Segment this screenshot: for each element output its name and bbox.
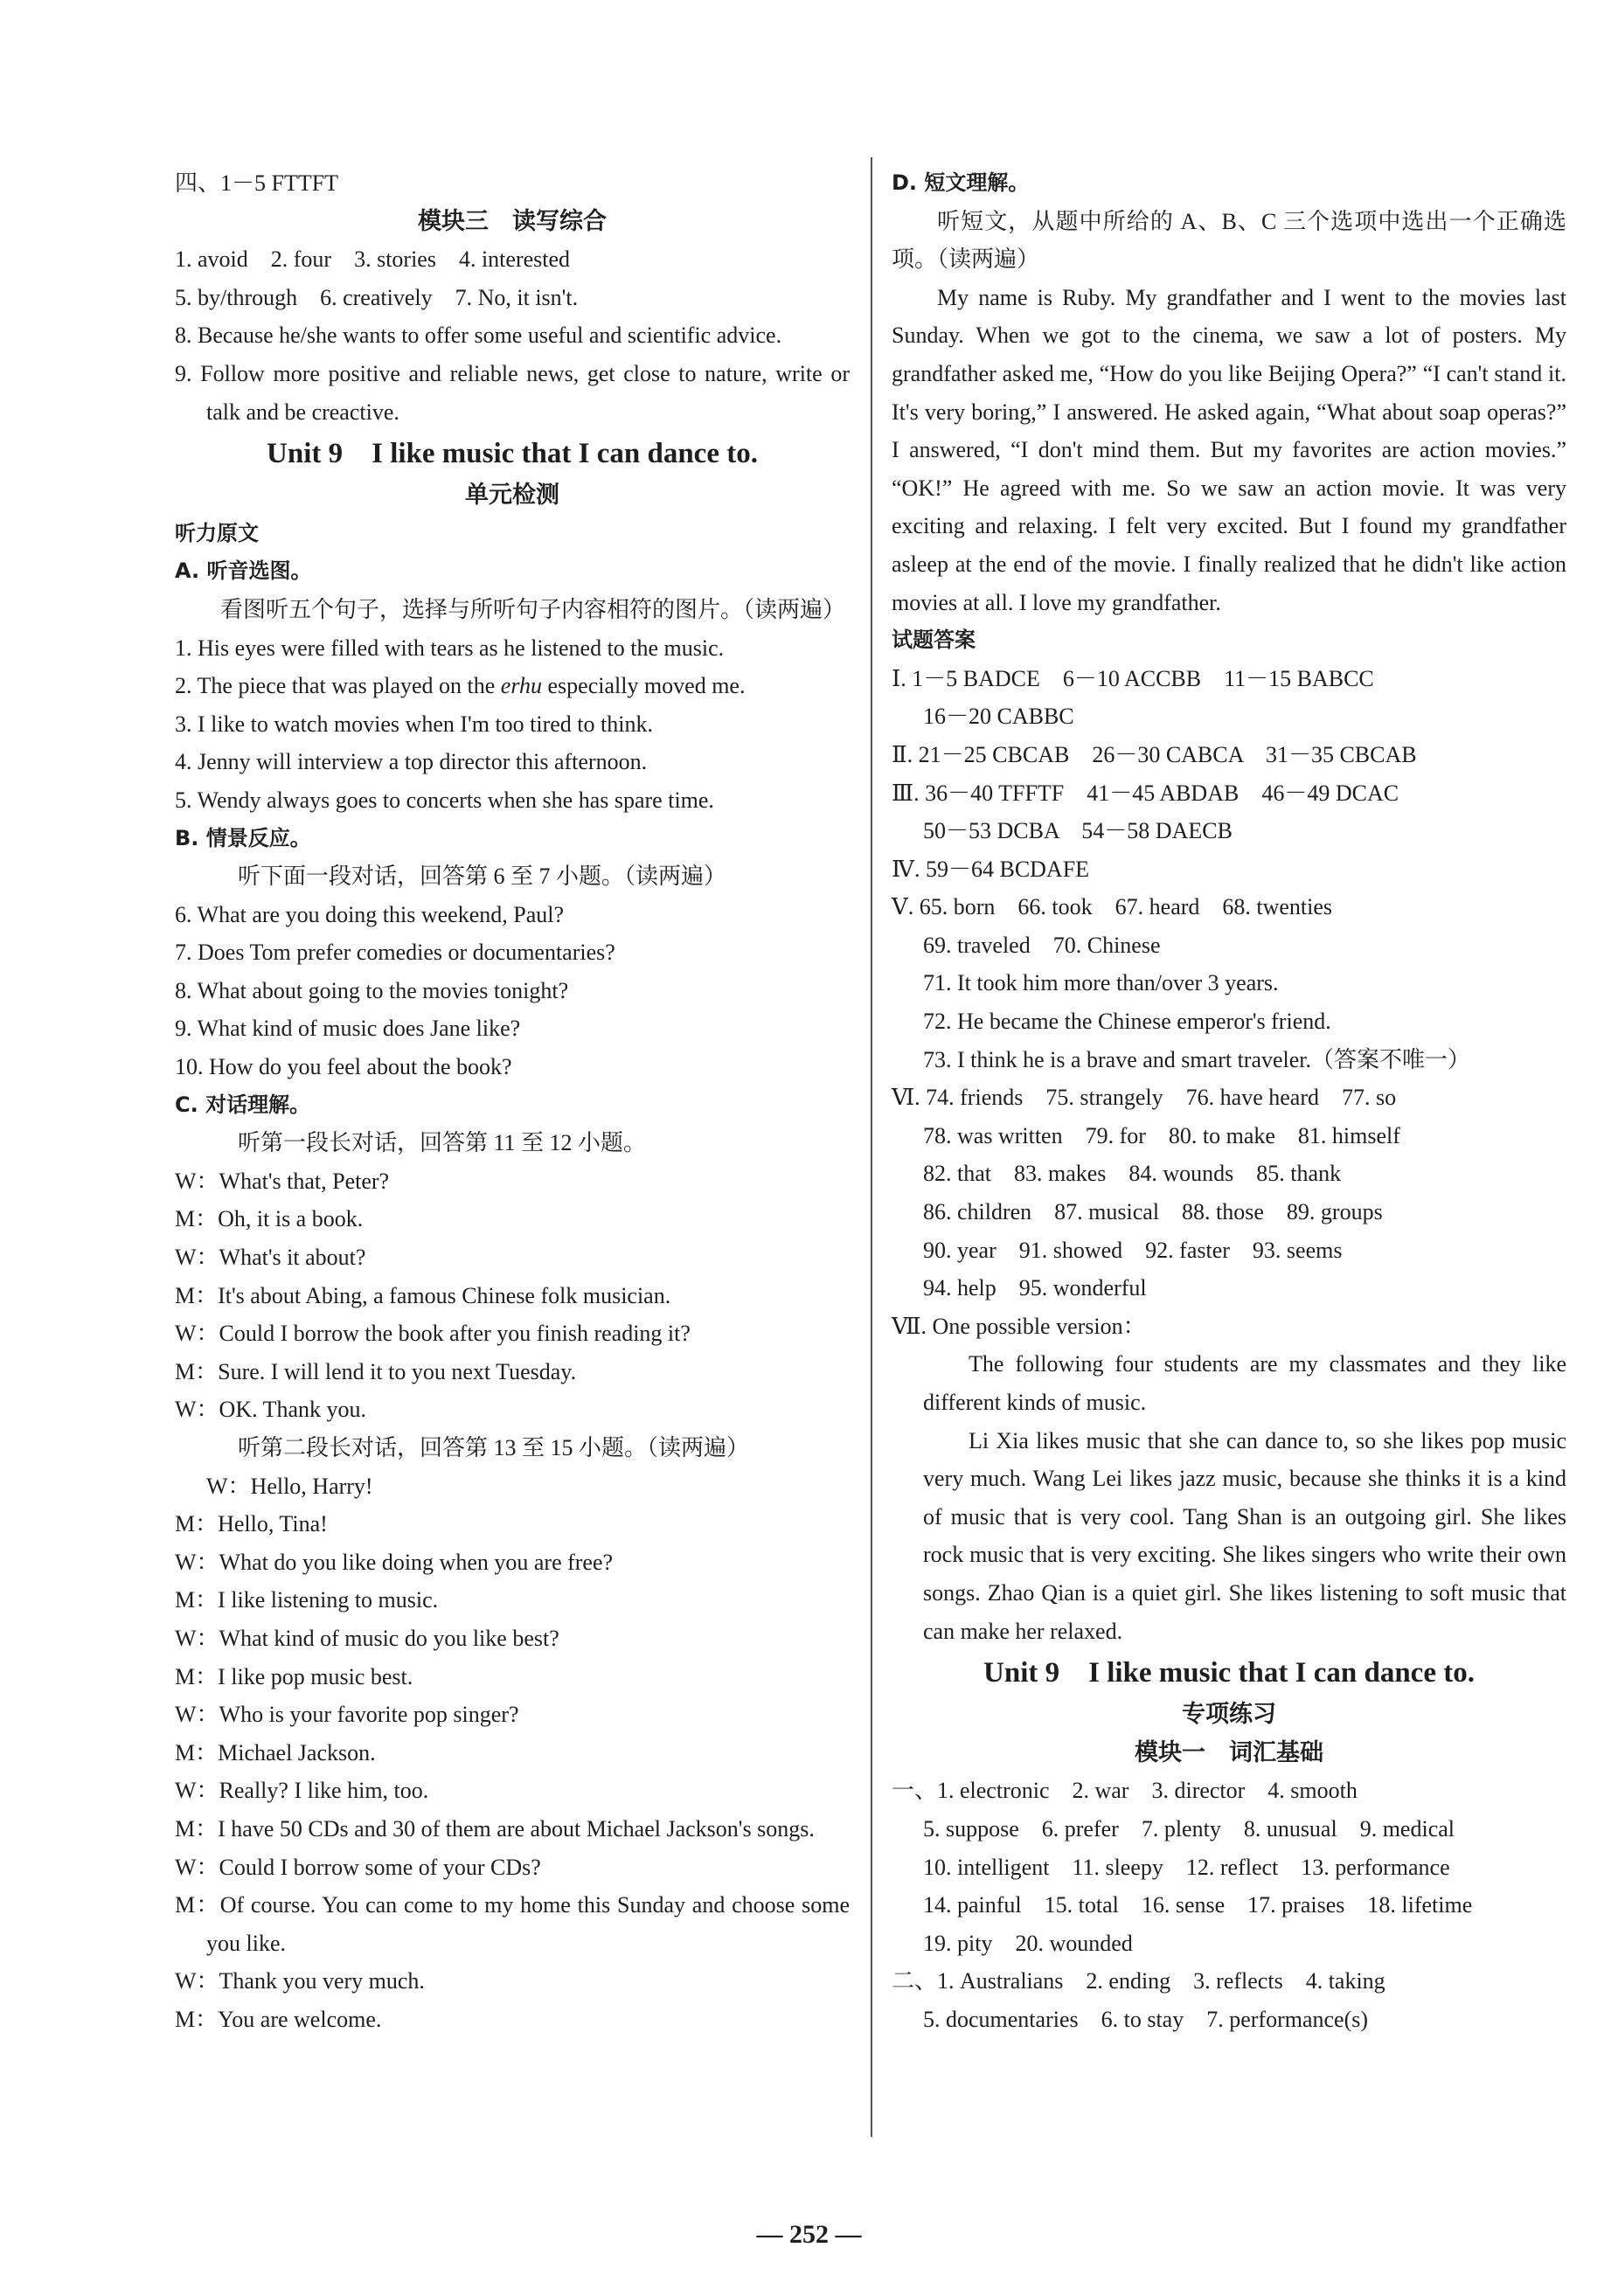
dialogue-line: W：OK. Thank you. <box>175 1397 367 1423</box>
dialogue-line: W：Could I borrow the book after you finish reading it? <box>175 1321 691 1347</box>
listening-script-title: 听力原文 <box>175 520 259 545</box>
answer-line: 1. avoid 2. four 3. stories 4. interested <box>175 246 571 273</box>
right-column <box>892 164 1566 2039</box>
vocab-line: 19. pity 20. wounded <box>923 1930 1133 1956</box>
dialogue-line: M：I like pop music best. <box>175 1663 413 1689</box>
unit-title: Unit 9 I like music that I can dance to. <box>983 1657 1475 1689</box>
answer-line: Ⅱ. 21－25 CBCAB 26－30 CABCA 31－35 CBCAB <box>892 741 1417 767</box>
question-line: 10. How do you feel about the book? <box>175 1054 512 1080</box>
answer-line: 71. It took him more than/over 3 years. <box>923 970 1279 996</box>
part-d-title: D. 短文理解。 <box>892 170 1030 195</box>
vocab-line: 5. suppose 6. prefer 7. plenty 8. unusual 9. medical <box>923 1815 1455 1842</box>
dialogue-line: W：What kind of music do you like best? <box>175 1625 559 1651</box>
part-c-instructions: 听第一段长对话，回答第 11 至 12 小题。 <box>238 1130 647 1156</box>
answer-line: Ⅳ. 59－64 BCDAFE <box>892 856 1090 882</box>
answer-line: Ⅵ. 74. friends 75. strangely 76. have heard 77. so <box>892 1085 1397 1111</box>
answer-line: 69. traveled 70. Chinese <box>923 932 1161 958</box>
part-c-title: C. 对话理解。 <box>175 1092 311 1117</box>
dialogue-line: M：Hello, Tina! <box>175 1511 328 1537</box>
answer-line: 86. children 87. musical 88. those 89. groups <box>923 1199 1383 1225</box>
dialogue-line: M：Of course. You can come to my home this Sunday and choose some you like. <box>175 1892 850 1956</box>
question-line: 7. Does Tom prefer comedies or documentaries? <box>175 940 615 966</box>
sentence-line <box>175 667 850 705</box>
answer-line: Ⅲ. 36－40 TFFTF 41－45 ABDAB 46－49 DCAC <box>892 780 1399 806</box>
answer-line: 78. was written 79. for 80. to make 81. himself <box>923 1122 1400 1148</box>
sentence-line: 1. His eyes were filled with tears as he listened to the music. <box>175 635 725 661</box>
answer-line: Ⅴ. 65. born 66. took 67. heard 68. twenties <box>892 894 1333 920</box>
question-line: 6. What are you doing this weekend, Paul? <box>175 901 565 927</box>
answers-title: 试题答案 <box>892 628 976 653</box>
dialogue-line: W：Who is your favorite pop singer? <box>175 1702 519 1728</box>
answer-line: 94. help 95. wonderful <box>923 1275 1147 1301</box>
sentence-part: especially moved me. <box>542 673 746 699</box>
sentence-italic-word: erhu <box>500 673 542 699</box>
dialogue-line: W：Could I borrow some of your CDs? <box>175 1854 541 1880</box>
section-heading: 专项练习 <box>1182 1701 1276 1728</box>
essay-paragraph: Li Xia likes music that she can dance to, so she likes pop music very much. Wang Lei likes jazz music, because she thinks it is a kind of music that is very cool. Tang Shan is an outgoing girl. She likes rock music that is very exciting. She likes singers who write their own songs. Zhao Qian is a quiet girl. She likes listening to soft music that can make her relaxed. <box>923 1427 1566 1644</box>
dialogue-line: W：What's it about? <box>175 1245 366 1271</box>
sentence-line: 3. I like to watch movies when I'm too tired to think. <box>175 711 653 737</box>
part-a-title: A. 听音选图。 <box>175 558 312 584</box>
passage-text: My name is Ruby. My grandfather and I went to the movies last Sunday. When we got to the cinema, we saw a lot of posters. My grandfather asked me, “How do you like Beijing Opera?” “I can't stand it. It's very boring,” I answered. He asked again, “What about soap operas?” I answered, “I don't mind them. But my favorites are action movies.” “OK!” He agreed with me. So we saw an action movie. It was very exciting and relaxing. I felt very excited. But I found my grandfather asleep at the end of the movie. I finally realized that he didn't like action movies at all. I love my grandfather. <box>892 284 1566 615</box>
dialogue-line: M：It's about Abing, a famous Chinese folk musician. <box>175 1282 671 1308</box>
answer-line: Ⅶ. One possible version： <box>892 1313 1146 1339</box>
question-line: 8. What about going to the movies tonight? <box>175 977 569 1003</box>
answer-line: 90. year 91. showed 92. faster 93. seems <box>923 1237 1343 1263</box>
essay-paragraph: The following four students are my classmates and they like different kinds of music. <box>923 1351 1566 1415</box>
page-number: — 252 — <box>756 2220 862 2249</box>
part-d-instructions: 听短文，从题中所给的 A、B、C 三个选项中选出一个正确选项。（读两遍） <box>892 208 1566 273</box>
unit-title: Unit 9 I like music that I can dance to. <box>267 438 758 470</box>
dialogue-line: M：Sure. I will lend it to you next Tuesday. <box>175 1358 577 1384</box>
vocab-line: 二、1. Australians 2. ending 3. reflects 4. taking <box>892 1968 1385 1994</box>
answer-line: 9. Follow more positive and reliable news, get close to nature, write or talk and be creactive. <box>175 360 850 425</box>
left-column <box>175 164 850 2039</box>
dialogue-line: M：You are welcome. <box>175 2006 382 2032</box>
answer-line: 73. I think he is a brave and smart traveler.（答案不唯一） <box>923 1046 1471 1072</box>
sentence-line: 4. Jenny will interview a top director this afternoon. <box>175 749 648 775</box>
vocab-line: 10. intelligent 11. sleepy 12. reflect 13. performance <box>923 1854 1450 1880</box>
vocab-line: 14. painful 15. total 16. sense 17. praises 18. lifetime <box>923 1892 1473 1918</box>
part-b-title: B. 情景反应。 <box>175 825 311 850</box>
sentence-part: 2. The piece that was played on the <box>175 673 501 699</box>
vocab-line: 5. documentaries 6. to stay 7. performance(s) <box>923 2006 1369 2032</box>
dialogue-line: W：Really? I like him, too. <box>175 1778 429 1804</box>
question-line: 9. What kind of music does Jane like? <box>175 1016 521 1042</box>
answer-line: Ⅰ. 1－5 BADCE 6－10 ACCBB 11－15 BABCC <box>892 665 1374 691</box>
answer-line: 50－53 DCBA 54－58 DAECB <box>923 818 1233 844</box>
part-b-instructions: 听下面一段对话，回答第 6 至 7 小题。（读两遍） <box>238 864 727 890</box>
sentence-line: 5. Wendy always goes to concerts when she has spare time. <box>175 787 714 813</box>
dialogue-line: M：Michael Jackson. <box>175 1739 376 1765</box>
dialogue-line: W：Hello, Harry! <box>206 1473 373 1499</box>
column-divider <box>871 157 872 2137</box>
answer-line: 72. He became the Chinese emperor's friend. <box>923 1009 1331 1035</box>
part-c-instructions-2: 听第二段长对话，回答第 13 至 15 小题。（读两遍） <box>238 1435 750 1460</box>
answer-line: 8. Because he/she wants to offer some useful and scientific advice. <box>175 323 782 349</box>
answer-line: 82. that 83. makes 84. wounds 85. thank <box>923 1161 1342 1187</box>
answer-line: 16－20 CABBC <box>923 704 1074 730</box>
dialogue-line: W：Thank you very much. <box>175 1968 425 1994</box>
dialogue-line: W：What do you like doing when you are free? <box>175 1549 614 1575</box>
dialogue-line: W：What's that, Peter? <box>175 1168 390 1194</box>
answer-line: 四、1－5 FTTFT <box>175 170 339 196</box>
part-a-instructions: 看图听五个句子，选择与所听句子内容相符的图片。（读两遍） <box>220 596 846 622</box>
answer-line: 5. by/through 6. creatively 7. No, it isn't. <box>175 284 579 310</box>
dialogue-line: M：I like listening to music. <box>175 1587 439 1613</box>
module-heading: 模块三 读写综合 <box>418 207 607 234</box>
vocab-line: 一、1. electronic 2. war 3. director 4. smooth <box>892 1778 1358 1804</box>
dialogue-line: M：I have 50 CDs and 30 of them are about Michael Jackson's songs. <box>175 1815 815 1842</box>
section-heading: 单元检测 <box>465 482 559 509</box>
dialogue-line: M：Oh, it is a book. <box>175 1206 364 1232</box>
module-heading: 模块一 词汇基础 <box>1135 1738 1323 1765</box>
